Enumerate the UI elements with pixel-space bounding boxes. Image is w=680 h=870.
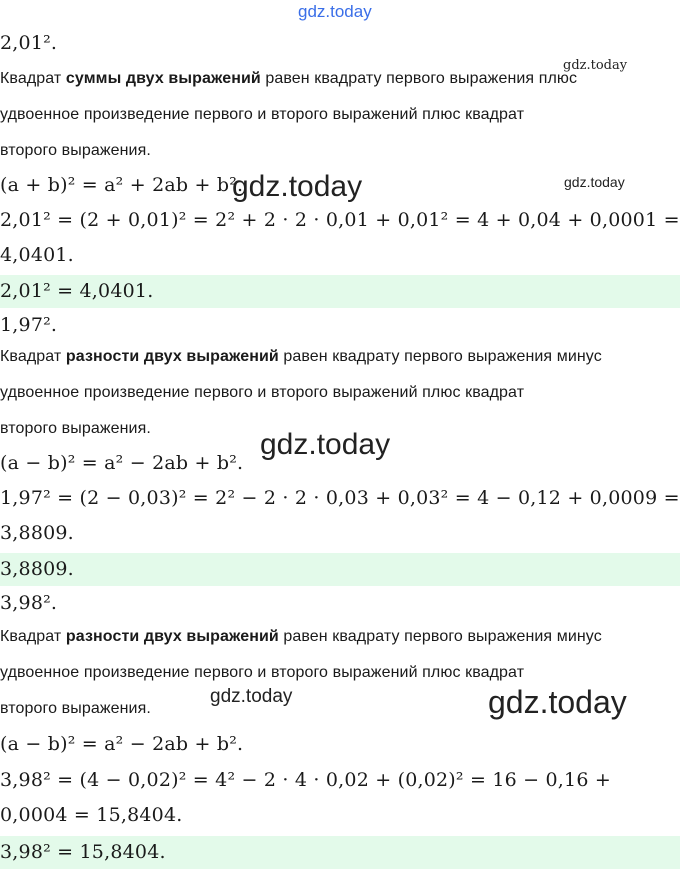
section-3-rule-line-1 bbox=[0, 621, 680, 653]
watermark: gdz.today bbox=[564, 174, 625, 190]
rule-prefix: Квадрат bbox=[0, 628, 66, 645]
watermark-top: gdz.today bbox=[298, 2, 372, 21]
rule-prefix: Квадрат bbox=[0, 70, 66, 87]
section-1-rule-line-3: второго выражения. bbox=[0, 142, 151, 159]
watermark: gdz.today bbox=[210, 686, 293, 707]
watermark: gdz.today bbox=[260, 428, 391, 461]
section-3-rule-line-3: второго выражения. bbox=[0, 700, 151, 717]
section-1-header: 2,01². bbox=[0, 32, 58, 54]
rule-bold: суммы двух выражений bbox=[65, 70, 261, 87]
section-2-calc-line-1: 1,97² = (2 − 0,03)² = 2² − 2 · 2 · 0,03 + 0,03² = 4 − 0,12 + 0,0009 = bbox=[0, 487, 680, 509]
section-3-rule-line-2: удвоенное произведение первого и второго выражений плюс квадрат bbox=[0, 664, 525, 681]
section-3-calc-line-1: 3,98² = (4 − 0,02)² = 4² − 2 · 4 · 0,02 + (0,02)² = 16 − 0,16 + bbox=[0, 769, 611, 791]
section-1-rule-line-2: удвоенное произведение первого и второго выражений плюс квадрат bbox=[0, 106, 525, 123]
watermark: gdz.today bbox=[563, 58, 628, 73]
section-2-rule-line-1 bbox=[0, 341, 680, 373]
section-1-calc-line-2: 4,0401. bbox=[0, 244, 74, 266]
section-2-rule-line-3: второго выражения. bbox=[0, 420, 151, 437]
rule-rest: равен квадрату первого выражения минус bbox=[278, 628, 602, 645]
section-1-calc-line-1: 2,01² = (2 + 0,01)² = 2² + 2 · 2 · 0,01 + 0,01² = 4 + 0,04 + 0,0001 = bbox=[0, 209, 680, 231]
section-1-rule-line-1 bbox=[0, 63, 680, 95]
rule-rest: равен квадрату первого выражения плюс bbox=[260, 70, 578, 87]
rule-bold: разности двух выражений bbox=[65, 348, 279, 365]
watermark: gdz.today bbox=[488, 684, 627, 720]
section-3-calc-line-2: 0,0004 = 15,8404. bbox=[0, 804, 183, 826]
section-3-header: 3,98². bbox=[0, 592, 58, 614]
rule-prefix: Квадрат bbox=[0, 348, 66, 365]
watermark: gdz.today bbox=[232, 170, 363, 203]
section-2-rule-line-2: удвоенное произведение первого и второго выражений плюс квадрат bbox=[0, 384, 525, 401]
section-3-answer: 3,98² = 15,8404. bbox=[0, 836, 680, 869]
section-2-calc-line-2: 3,8809. bbox=[0, 522, 74, 544]
rule-rest: равен квадрату первого выражения минус bbox=[278, 348, 602, 365]
section-1-formula: (a + b)² = a² + 2ab + b². bbox=[0, 174, 244, 196]
section-1-answer: 2,01² = 4,0401. bbox=[0, 275, 680, 308]
section-2-formula: (a − b)² = a² − 2ab + b². bbox=[0, 452, 244, 474]
rule-bold: разности двух выражений bbox=[65, 628, 279, 645]
section-3-formula: (a − b)² = a² − 2ab + b². bbox=[0, 733, 244, 755]
section-2-header: 1,97². bbox=[0, 314, 58, 336]
section-2-answer: 3,8809. bbox=[0, 553, 680, 586]
